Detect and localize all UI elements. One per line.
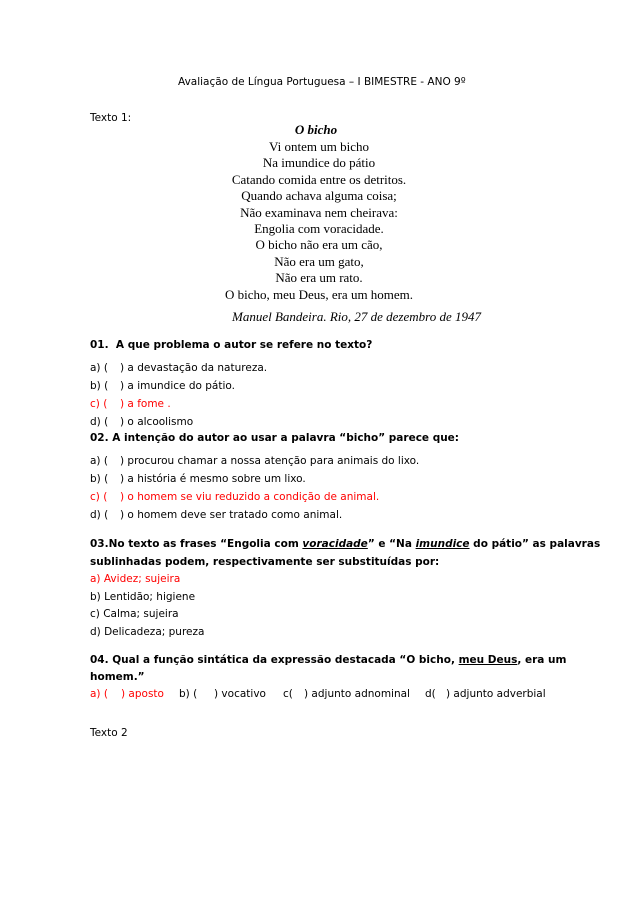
page-title: Avaliação de Língua Portuguesa – I BIMESTRE - ANO 9º	[178, 76, 466, 88]
question-1-option-d[interactable]: d) ( ) o alcoolismo	[90, 416, 194, 428]
underlined-word: voracidade	[302, 538, 368, 550]
question-1-number: 01.	[90, 339, 109, 351]
question-2-option-d[interactable]: d) ( ) o homem deve ser tratado como animal.	[90, 509, 343, 521]
question-4-option-c-mark[interactable]: c(	[283, 688, 293, 700]
question-4-option-d-text[interactable]: ) adjunto adverbial	[446, 688, 546, 700]
question-3: 03.No texto as frases “Engolia com voracidade” e “Na imundice do pátio” as palavras	[90, 538, 601, 550]
poem-line: Quando achava alguma coisa;	[241, 188, 397, 203]
question-2-option-b[interactable]: b) ( ) a história é mesmo sobre um lixo.	[90, 473, 306, 485]
question-2: 02. A intenção do autor ao usar a palavra “bicho” parece que:	[90, 432, 460, 444]
question-3-option-c[interactable]: c) Calma; sujeira	[90, 608, 179, 620]
poem-line: Engolia com voracidade.	[254, 221, 384, 236]
poem-line: Vi ontem um bicho	[269, 139, 369, 154]
question-3-line-2: sublinhadas podem, respectivamente ser substituídas por:	[90, 556, 440, 568]
poem-author: Manuel Bandeira. Rio, 27 de dezembro de 1947	[232, 309, 481, 324]
question-1-option-a[interactable]: a) ( ) a devastação da natureza.	[90, 362, 268, 374]
underlined-word: imundice	[415, 538, 470, 550]
poem-line: Catando comida entre os detritos.	[231, 172, 407, 187]
poem-line: Não era um gato,	[274, 254, 364, 269]
question-4-option-a-mark[interactable]: a) (	[90, 688, 108, 700]
poem-line: Não examinava nem cheirava:	[240, 205, 398, 220]
question-2-option-c[interactable]: c) ( ) o homem se viu reduzido a condição de animal.	[90, 491, 380, 503]
poem-line: O bicho, meu Deus, era um homem.	[224, 287, 414, 302]
question-4-option-c-text[interactable]: ) adjunto adnominal	[304, 688, 410, 700]
question-4-line-2: homem.”	[90, 671, 145, 683]
question-4-option-b-mark[interactable]: b) (	[179, 688, 198, 700]
question-3-option-d[interactable]: d) Delicadeza; pureza	[90, 626, 205, 638]
question-3-option-a[interactable]: a) Avidez; sujeira	[90, 573, 181, 585]
question-1	[90, 339, 372, 351]
question-3-option-b[interactable]: b) Lentidão; higiene	[90, 591, 196, 603]
text1-label: Texto 1:	[90, 112, 132, 124]
underlined-expression: meu Deus	[458, 654, 518, 666]
question-4: 04. Qual a função sintática da expressão destacada “O bicho, meu Deus, era um	[90, 654, 567, 666]
poem-line: Na imundice do pátio	[262, 155, 376, 170]
question-2-option-a[interactable]: a) ( ) procurou chamar a nossa atenção para animais do lixo.	[90, 455, 420, 467]
question-1-text: A que problema o autor se refere no texto?	[115, 339, 373, 351]
question-4-option-a-text[interactable]: ) aposto	[121, 688, 164, 700]
question-4-option-b-text[interactable]: ) vocativo	[214, 688, 266, 700]
poem-line: O bicho não era um cão,	[255, 237, 383, 252]
poem-title: O bicho	[294, 122, 338, 137]
text2-label: Texto 2	[90, 727, 128, 739]
question-1-option-c[interactable]: c) ( ) a fome .	[90, 398, 171, 410]
question-1-option-b[interactable]: b) ( ) a imundice do pátio.	[90, 380, 235, 392]
question-4-option-d-mark[interactable]: d(	[425, 688, 436, 700]
poem-line: Não era um rato.	[275, 270, 363, 285]
